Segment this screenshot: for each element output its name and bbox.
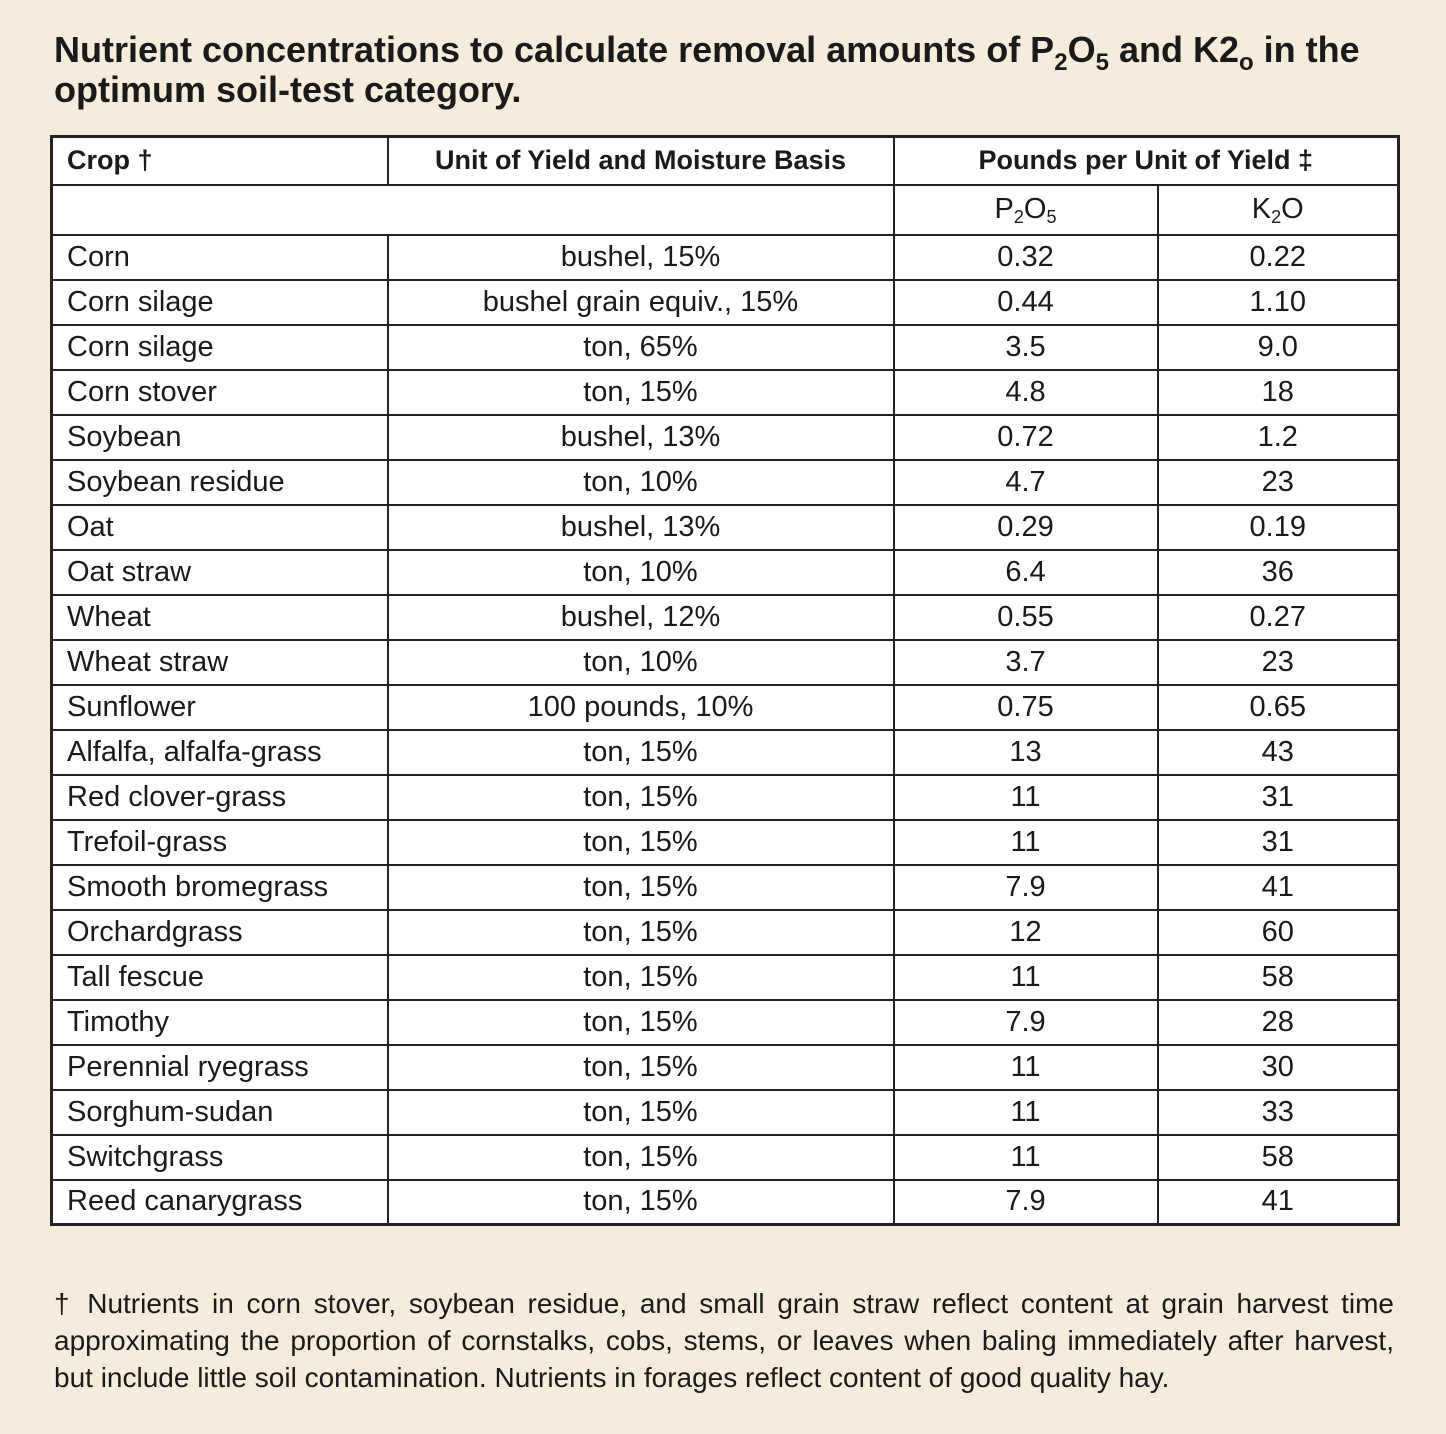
crop-cell: Orchardgrass <box>52 910 388 955</box>
p2o5-cell: 11 <box>894 1090 1158 1135</box>
table-row <box>52 595 1399 640</box>
crop-cell: Tall fescue <box>52 955 388 1000</box>
unit-cell: ton, 15% <box>388 910 894 955</box>
crop-cell: Wheat <box>52 595 388 640</box>
p2o5-cell: 11 <box>894 820 1158 865</box>
crop-cell: Timothy <box>52 1000 388 1045</box>
k2o-cell: 60 <box>1158 910 1399 955</box>
crop-cell: Sorghum-sudan <box>52 1090 388 1135</box>
table-row <box>52 1045 1399 1090</box>
table-row <box>52 325 1399 370</box>
p2o5-cell: 3.7 <box>894 640 1158 685</box>
p2o5-cell: 4.8 <box>894 370 1158 415</box>
table-row <box>52 505 1399 550</box>
crop-cell: Trefoil-grass <box>52 820 388 865</box>
k2o-cell: 0.27 <box>1158 595 1399 640</box>
p2o5-cell: 0.32 <box>894 235 1158 280</box>
k2o-cell: 0.22 <box>1158 235 1399 280</box>
k2o-cell: 0.65 <box>1158 685 1399 730</box>
table-row <box>52 1180 1399 1225</box>
subheader-row <box>52 185 1399 235</box>
unit-cell: bushel, 13% <box>388 505 894 550</box>
unit-cell: ton, 10% <box>388 640 894 685</box>
unit-cell: ton, 15% <box>388 730 894 775</box>
crop-cell: Red clover-grass <box>52 775 388 820</box>
crop-cell: Alfalfa, alfalfa-grass <box>52 730 388 775</box>
k2o-cell: 41 <box>1158 1180 1399 1225</box>
k2o-cell: 18 <box>1158 370 1399 415</box>
table-row <box>52 775 1399 820</box>
k2o-cell: 58 <box>1158 955 1399 1000</box>
table-row <box>52 820 1399 865</box>
unit-cell: ton, 15% <box>388 1045 894 1090</box>
p2o5-cell: 12 <box>894 910 1158 955</box>
table-row <box>52 415 1399 460</box>
crop-cell: Wheat straw <box>52 640 388 685</box>
crop-cell: Oat <box>52 505 388 550</box>
table-row <box>52 280 1399 325</box>
unit-cell: ton, 15% <box>388 1135 894 1180</box>
crop-cell: Perennial ryegrass <box>52 1045 388 1090</box>
k2o-cell: 1.2 <box>1158 415 1399 460</box>
p2o5-cell: 13 <box>894 730 1158 775</box>
crop-cell: Reed canarygrass <box>52 1180 388 1225</box>
crop-cell: Corn <box>52 235 388 280</box>
table-row <box>52 1135 1399 1180</box>
table-row <box>52 1090 1399 1135</box>
unit-cell: ton, 15% <box>388 1180 894 1225</box>
unit-cell: ton, 15% <box>388 955 894 1000</box>
header-unit: Unit of Yield and Moisture Basis <box>388 137 894 185</box>
p2o5-cell: 7.9 <box>894 1180 1158 1225</box>
table-row <box>52 640 1399 685</box>
crop-cell: Corn silage <box>52 280 388 325</box>
unit-cell: 100 pounds, 10% <box>388 685 894 730</box>
unit-cell: bushel, 12% <box>388 595 894 640</box>
p2o5-cell: 0.75 <box>894 685 1158 730</box>
k2o-cell: 23 <box>1158 460 1399 505</box>
unit-cell: ton, 15% <box>388 1000 894 1045</box>
p2o5-cell: 0.72 <box>894 415 1158 460</box>
header-row <box>52 137 1399 185</box>
unit-cell: ton, 15% <box>388 820 894 865</box>
unit-cell: ton, 15% <box>388 775 894 820</box>
header-pounds: Pounds per Unit of Yield ‡ <box>894 137 1399 185</box>
p2o5-cell: 0.29 <box>894 505 1158 550</box>
k2o-cell: 43 <box>1158 730 1399 775</box>
p2o5-cell: 0.55 <box>894 595 1158 640</box>
k2o-cell: 30 <box>1158 1045 1399 1090</box>
unit-cell: ton, 10% <box>388 550 894 595</box>
table-row <box>52 865 1399 910</box>
unit-cell: ton, 15% <box>388 865 894 910</box>
k2o-cell: 31 <box>1158 775 1399 820</box>
crop-cell: Soybean <box>52 415 388 460</box>
table-row <box>52 955 1399 1000</box>
table-row <box>52 460 1399 505</box>
crop-cell: Corn stover <box>52 370 388 415</box>
subheader-p2o5: $P_2O_5$ <box>894 185 1158 235</box>
k2o-cell: 41 <box>1158 865 1399 910</box>
unit-cell: ton, 65% <box>388 325 894 370</box>
k2o-cell: 9.0 <box>1158 325 1399 370</box>
p2o5-cell: 4.7 <box>894 460 1158 505</box>
header-crop: Crop † <box>52 137 388 185</box>
k2o-cell: 36 <box>1158 550 1399 595</box>
unit-cell: ton, 15% <box>388 370 894 415</box>
p2o5-cell: 11 <box>894 775 1158 820</box>
k2o-cell: 33 <box>1158 1090 1399 1135</box>
p2o5-cell: 11 <box>894 955 1158 1000</box>
table-row <box>52 370 1399 415</box>
k2o-cell: 31 <box>1158 820 1399 865</box>
crop-cell: Soybean residue <box>52 460 388 505</box>
k2o-cell: 28 <box>1158 1000 1399 1045</box>
nutrient-table-container <box>50 135 1400 1226</box>
k2o-cell: 58 <box>1158 1135 1399 1180</box>
k2o-cell: 23 <box>1158 640 1399 685</box>
unit-cell: ton, 15% <box>388 1090 894 1135</box>
footnote: † Nutrients in corn stover, soybean residue, and small grain straw reflect content at grain harvest time approximating the proportion of cornstalks, cobs, stems, or leaves when baling immediately after harvest, but include little soil contamination. Nutrients in forages reflect content of good quality hay. <box>54 1288 1394 1393</box>
k2o-cell: 1.10 <box>1158 280 1399 325</box>
unit-cell: bushel, 13% <box>388 415 894 460</box>
p2o5-cell: 0.44 <box>894 280 1158 325</box>
subheader-blank <box>52 185 894 235</box>
p2o5-cell: 11 <box>894 1135 1158 1180</box>
p2o5-cell: 7.9 <box>894 1000 1158 1045</box>
unit-cell: bushel, 15% <box>388 235 894 280</box>
nutrient-table <box>50 135 1400 1226</box>
page-title: Nutrient concentrations to calculate removal amounts of $P_2O_5$ and $K2_o$ in the optimum soil-test category. <box>54 29 1360 110</box>
table-body <box>52 235 1399 1225</box>
subheader-k2o: $K_2O$ <box>1158 185 1399 235</box>
crop-cell: Sunflower <box>52 685 388 730</box>
unit-cell: ton, 10% <box>388 460 894 505</box>
p2o5-cell: 3.5 <box>894 325 1158 370</box>
p2o5-cell: 6.4 <box>894 550 1158 595</box>
crop-cell: Switchgrass <box>52 1135 388 1180</box>
table-row <box>52 235 1399 280</box>
p2o5-cell: 11 <box>894 1045 1158 1090</box>
table-row <box>52 685 1399 730</box>
crop-cell: Oat straw <box>52 550 388 595</box>
table-row <box>52 730 1399 775</box>
unit-cell: bushel grain equiv., 15% <box>388 280 894 325</box>
crop-cell: Corn silage <box>52 325 388 370</box>
table-row <box>52 910 1399 955</box>
table-row <box>52 550 1399 595</box>
p2o5-cell: 7.9 <box>894 865 1158 910</box>
crop-cell: Smooth bromegrass <box>52 865 388 910</box>
table-row <box>52 1000 1399 1045</box>
k2o-cell: 0.19 <box>1158 505 1399 550</box>
